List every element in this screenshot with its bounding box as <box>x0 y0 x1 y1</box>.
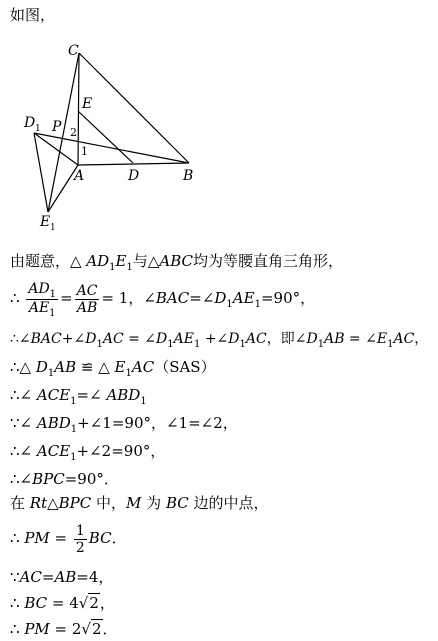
intro-text: 如图， <box>10 6 56 24</box>
segment-CA <box>78 53 79 165</box>
solution-line-5: ∴∠ $ACE_1=\angle$ $ABD_1$ <box>10 386 147 407</box>
label-E1-sub: 1 <box>50 223 56 233</box>
sqrt-2-b: √2 <box>81 620 102 638</box>
solution-line-8: ∴∠BPC=90°． <box>10 470 119 488</box>
label-P: P <box>52 119 62 135</box>
label-D: D <box>128 168 140 184</box>
fraction-ac-ab: $\frac{AC}{AB}$ <box>76 282 98 316</box>
solution-line-4: ∴△ $D_1AB$ ≌ △ $E_1AC(SAS)$ <box>10 358 216 379</box>
label-angle-2: 2 <box>70 126 77 139</box>
segment-D1E1 <box>34 133 48 212</box>
solution-line-12: ∴ BC = 4√2， <box>10 594 115 612</box>
solution-line-3: $\therefore\angle BAC+\angle D_1AC$ = $\angle D_1AE_1$ $+\angle D_1AC$，即$\angle D_1AB$ = $\angle E_1AC$， <box>10 331 429 350</box>
label-D1-sub: 1 <box>35 124 41 134</box>
label-angle-1: 1 <box>81 145 88 158</box>
solution-line-1: 由题意，△ $AD_1E_1$与△ABC均为等腰直角三角形， <box>10 252 344 273</box>
label-A: A <box>74 168 85 184</box>
label-B: B <box>183 168 194 184</box>
solution-line-7: ∴∠ $ACE_1+\angle 2=90^\circ$， <box>10 442 166 463</box>
sqrt-2: √2 <box>78 594 99 612</box>
geometry-figure <box>20 38 220 233</box>
solution-line-11: ∵AC=AB=4， <box>10 568 114 586</box>
solution-line-10: ∴ PM = $\frac{1}{2}$ BC． <box>10 522 127 556</box>
fraction-ad1-ae1: $\frac{AD_1}{AE_1}$ <box>28 280 57 319</box>
solution-line-9: 在 Rt△BPC 中，M 为 BC 边的中点， <box>10 494 269 512</box>
fraction-one-half: $\frac{1}{2}$ <box>75 522 85 556</box>
label-C: C <box>68 43 79 59</box>
label-E1: E <box>40 214 51 230</box>
segment-D1B <box>34 133 189 163</box>
label-D1: D <box>24 115 36 131</box>
segment-CB <box>79 53 189 163</box>
segment-AB <box>78 163 189 165</box>
solution-line-6: ∵∠ $ABD_1+\angle 1=90^\circ$，∠1=∠2， <box>10 414 238 435</box>
solution-line-2: ∴ $\frac{AD_1}{AE_1}$ = $\frac{AC}{AB}$ = 1，$\angle BAC=\angle D_1AE_1=90^\circ$， <box>10 280 316 319</box>
solution-line-13: ∴ PM = 2√2． <box>10 620 118 638</box>
label-E: E <box>82 96 93 112</box>
